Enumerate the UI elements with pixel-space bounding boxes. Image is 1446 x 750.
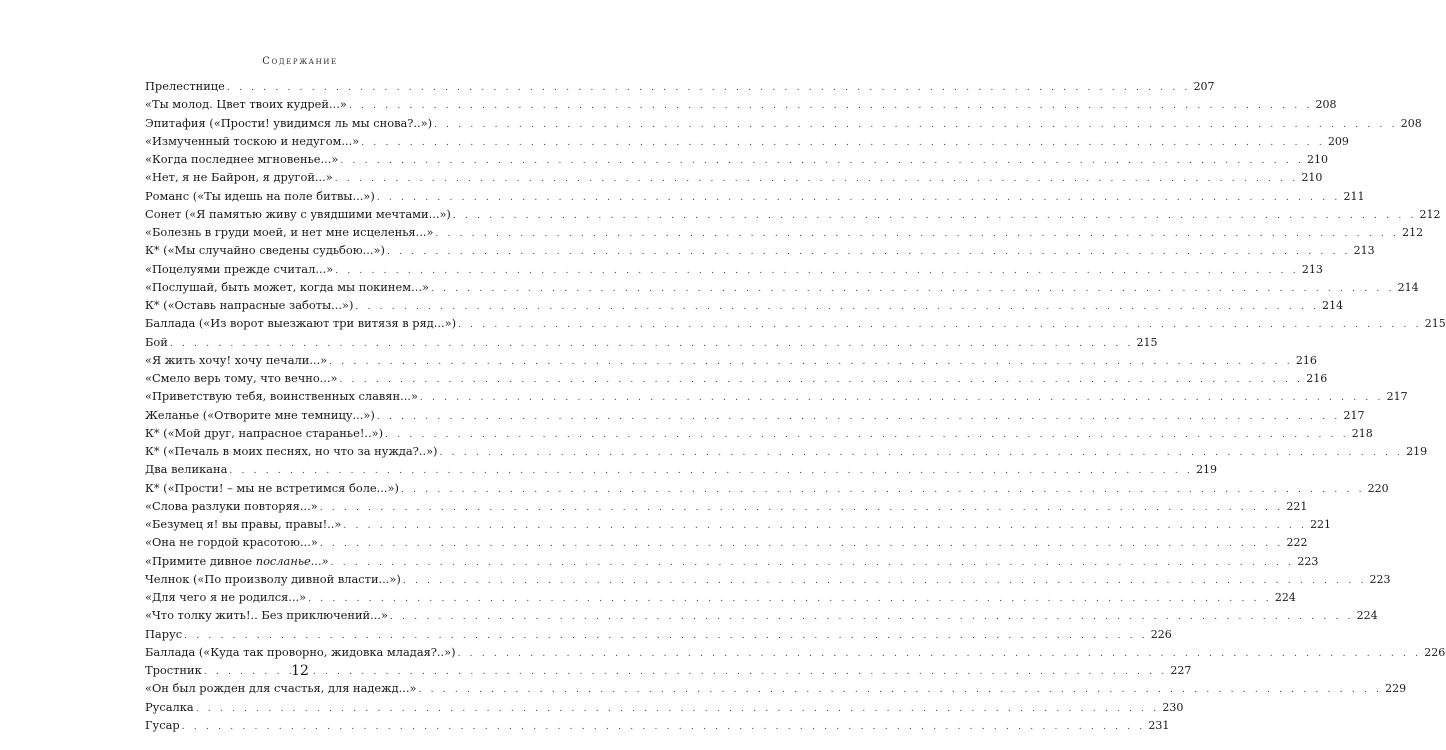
toc-entry xyxy=(145,187,1365,205)
toc-entry xyxy=(145,132,1349,150)
toc-entry xyxy=(145,150,1329,168)
toc-entry xyxy=(145,314,1446,332)
toc-entry xyxy=(145,241,1375,259)
toc-entry-title: Тростник xyxy=(145,663,202,677)
dot-leader xyxy=(340,152,1304,170)
dot-leader xyxy=(377,189,1341,207)
toc-entry-page: 207 xyxy=(1193,80,1215,93)
toc-entry xyxy=(145,716,1170,734)
page-number: 12 xyxy=(291,663,309,679)
toc-entry-page: 226 xyxy=(1424,645,1446,659)
toc-entry xyxy=(145,351,1317,369)
toc-entry-title: К* («Оставь напрасные заботы...») xyxy=(145,298,354,312)
toc-entry xyxy=(145,570,1391,588)
toc-entry-title: «Послушай, быть может, когда мы покинем...» xyxy=(145,279,429,294)
toc-entry xyxy=(145,296,1344,314)
toc-entry-title: «Что толку жить!.. Без приключений...» xyxy=(145,608,388,623)
toc-entry-title: Гусар xyxy=(145,717,180,732)
toc-entry-page: 213 xyxy=(1353,244,1375,258)
toc-entry-title: Сонет («Я памятью живу с увядшими мечтами...») xyxy=(145,206,451,221)
toc-entry-title: Желанье («Отворите мне темницу...») xyxy=(145,407,375,422)
toc-entry xyxy=(145,552,1319,570)
toc-entry xyxy=(145,260,1323,278)
toc-entry xyxy=(145,643,1446,661)
toc-entry-page: 218 xyxy=(1351,426,1373,440)
toc-entry-page: 223 xyxy=(1369,572,1391,586)
dot-leader xyxy=(349,97,1313,115)
toc-entry-title: К* («Печаль в моих песнях, но что за нужда?..») xyxy=(145,444,438,458)
toc-entry-title: «Нет, я не Байрон, я другой...» xyxy=(145,170,333,185)
dot-leader xyxy=(340,371,1304,389)
toc-entry-page: 217 xyxy=(1343,408,1365,422)
toc-entry xyxy=(145,168,1323,186)
dot-leader xyxy=(320,499,1284,517)
toc-entry xyxy=(145,205,1441,223)
toc-entry-page: 229 xyxy=(1385,682,1407,696)
toc-entry-title: Прелестнице xyxy=(145,79,225,93)
toc-entry-title: «Болезнь в груди моей, и нет мне исцеленья...» xyxy=(145,225,434,239)
toc-entry xyxy=(145,479,1389,497)
toc-entry-title: «Смело верь тому, что вечно...» xyxy=(145,371,338,385)
toc-entry-page: 208 xyxy=(1315,98,1337,112)
toc-entry-page: 221 xyxy=(1310,518,1332,531)
dot-leader xyxy=(331,554,1295,572)
toc-entry-page: 210 xyxy=(1307,153,1329,166)
toc-entry xyxy=(145,387,1408,405)
toc-entry-page: 219 xyxy=(1406,445,1428,458)
toc-entry xyxy=(145,369,1328,387)
toc-entry-page: 223 xyxy=(1297,554,1319,568)
toc-entry xyxy=(145,95,1337,113)
toc-entry-title: Эпитафия («Прости! увидимся ль мы снова?..») xyxy=(145,115,433,130)
toc-entry-title: К* («Мы случайно сведены судьбою...») xyxy=(145,243,385,258)
dot-leader xyxy=(329,353,1293,371)
toc-entry-page: 212 xyxy=(1419,207,1441,221)
dot-leader xyxy=(320,535,1284,553)
toc-entry-page: 214 xyxy=(1397,280,1419,294)
toc-entry-page: 222 xyxy=(1286,536,1308,550)
dot-leader xyxy=(335,170,1299,188)
toc-entry xyxy=(145,515,1332,533)
dot-leader xyxy=(355,298,1319,316)
dot-leader xyxy=(440,444,1404,462)
dot-leader xyxy=(420,389,1384,407)
toc-entry xyxy=(145,460,1218,478)
dot-leader xyxy=(196,700,1160,718)
toc-entry-title: Два великана xyxy=(145,462,228,477)
toc-entry-page: 224 xyxy=(1274,591,1296,604)
dot-leader xyxy=(453,207,1417,225)
toc-entry-page: 227 xyxy=(1170,664,1192,677)
toc-entry-title-italic: посланье...» xyxy=(255,553,329,568)
toc-entry-title: «Измученный тоскою и недугом...» xyxy=(145,133,360,148)
toc-entry-title: «Для чего я не родился...» xyxy=(145,590,307,604)
toc-entry-title: Русалка xyxy=(145,699,194,714)
toc-entry-page: 215 xyxy=(1424,317,1446,331)
dot-leader xyxy=(401,481,1365,499)
toc-entry-title: Романс («Ты идешь на поле битвы...») xyxy=(145,188,375,203)
toc-entry-page: 213 xyxy=(1301,262,1323,276)
toc-entry-title: Челнок («По произволу дивной власти...») xyxy=(145,571,401,586)
toc-entry-page: 208 xyxy=(1400,116,1422,130)
toc-entry xyxy=(145,278,1419,296)
dot-leader xyxy=(403,572,1367,590)
toc-entry xyxy=(145,424,1373,442)
toc-entry xyxy=(145,698,1184,716)
toc-entry-page: 216 xyxy=(1306,372,1328,385)
toc-entry-title: «Ты молод. Цвет твоих кудрей...» xyxy=(145,97,347,112)
dot-leader xyxy=(343,517,1307,535)
dot-leader xyxy=(335,262,1299,280)
toc-entry-title: «Он был рожден для счастья, для надежд...» xyxy=(145,681,417,696)
toc-entry-title: Баллада («Из ворот выезжают три витязя в ряд...») xyxy=(145,316,457,331)
toc-entry-page: 212 xyxy=(1402,226,1424,239)
dot-leader xyxy=(385,426,1349,444)
toc-entry xyxy=(145,442,1428,460)
toc-entry-page: 210 xyxy=(1301,171,1323,185)
toc-entry-title: «Безумец я! вы правы, правы!..» xyxy=(145,517,342,531)
toc-entry-title: Баллада («Куда так проворно, жидовка младая?..») xyxy=(145,644,456,659)
dot-leader xyxy=(435,225,1399,243)
toc-entry-page: 219 xyxy=(1196,463,1218,477)
toc-entry-title-roman: «Примите дивное xyxy=(145,553,256,568)
dot-leader xyxy=(434,116,1398,134)
toc-entry xyxy=(145,533,1308,551)
toc-entry-page: 216 xyxy=(1295,353,1317,367)
toc-entry-page: 209 xyxy=(1327,134,1349,148)
dot-leader xyxy=(308,590,1272,608)
toc-entry xyxy=(145,406,1365,424)
toc-entry-title: «Она не гордой красотою...» xyxy=(145,535,318,550)
toc-entry-title xyxy=(145,552,329,570)
dot-leader xyxy=(377,408,1341,426)
toc-entry-title: К* («Прости! – мы не встретимся боле...») xyxy=(145,480,399,495)
table-of-contents xyxy=(145,77,1446,734)
toc-entry xyxy=(145,497,1308,515)
dot-leader xyxy=(227,79,1191,97)
toc-entry-title: Парус xyxy=(145,626,183,641)
toc-entry-title: «Когда последнее мгновенье...» xyxy=(145,152,339,166)
toc-entry xyxy=(145,679,1407,697)
toc-entry-title: «Приветствую тебя, воинственных славян...» xyxy=(145,389,418,404)
toc-entry-title: «Поцелуями прежде считал...» xyxy=(145,261,334,276)
toc-entry-title: «Я жить хочу! хочу печали...» xyxy=(145,352,328,367)
toc-entry-page: 224 xyxy=(1356,609,1378,623)
dot-leader xyxy=(387,243,1351,261)
toc-entry xyxy=(145,588,1296,606)
toc-entry xyxy=(145,223,1424,241)
toc-entry-page: 226 xyxy=(1150,627,1172,641)
toc-entry-page: 220 xyxy=(1367,481,1389,495)
toc-entry-page: 211 xyxy=(1343,189,1365,203)
dot-leader xyxy=(458,316,1422,334)
toc-entry-page: 215 xyxy=(1136,335,1158,349)
dot-leader xyxy=(418,681,1382,699)
toc-entry-page: 231 xyxy=(1148,718,1170,732)
toc-entry xyxy=(145,606,1378,624)
dot-leader xyxy=(182,718,1146,736)
dot-leader xyxy=(361,134,1325,152)
dot-leader xyxy=(458,645,1422,663)
toc-entry xyxy=(145,114,1422,132)
toc-entry-page: 217 xyxy=(1386,390,1408,404)
toc-entry xyxy=(145,77,1215,95)
toc-entry-page: 214 xyxy=(1322,299,1344,312)
toc-entry xyxy=(145,625,1172,643)
toc-entry-title: «Слова разлуки повторяя...» xyxy=(145,498,318,513)
toc-entry xyxy=(145,333,1158,351)
toc-entry-title: Бой xyxy=(145,334,168,349)
toc-entry-title: К* («Мой друг, напрасное старанье!..») xyxy=(145,425,384,440)
running-header: Содержание xyxy=(262,56,338,67)
dot-leader xyxy=(431,280,1395,298)
dot-leader xyxy=(390,608,1354,626)
toc-entry-page: 230 xyxy=(1162,700,1184,714)
toc-entry-page: 221 xyxy=(1286,499,1308,513)
